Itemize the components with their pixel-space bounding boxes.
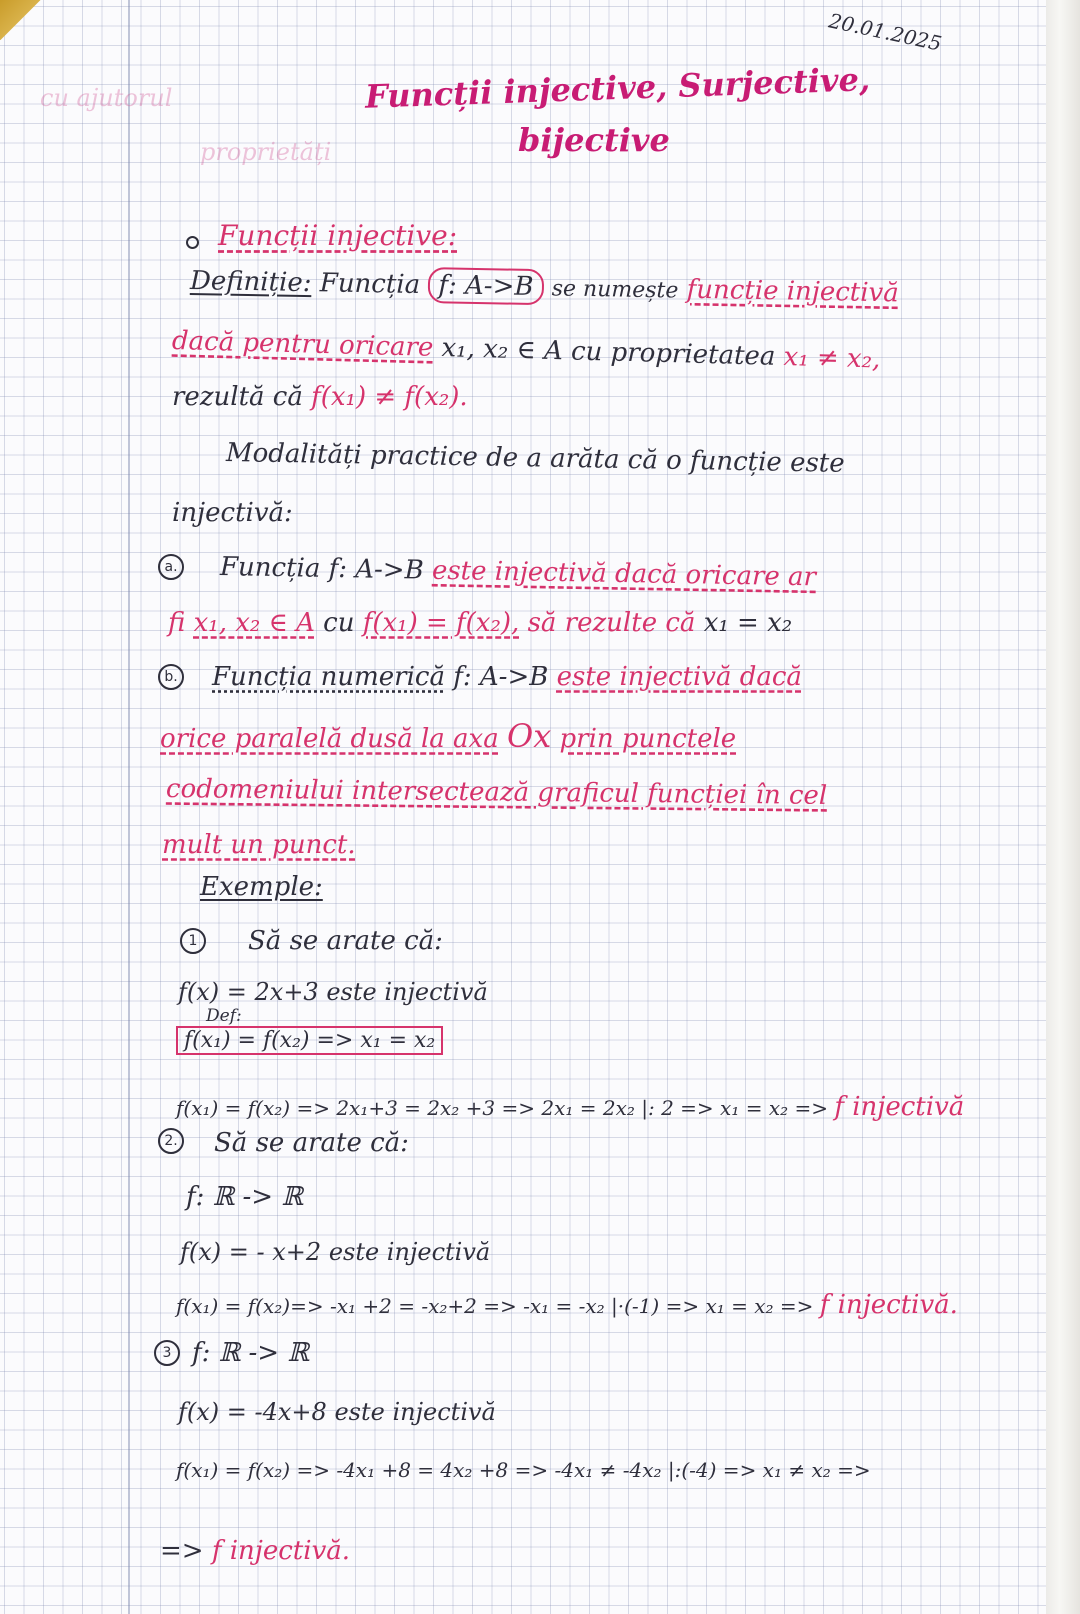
method-b-line-2: [160, 717, 737, 755]
definition-text: dacă pentru oricare: [171, 326, 434, 363]
page-corner: [0, 0, 60, 40]
method-math: f(x₁) = f(x₂),: [362, 608, 520, 638]
marker-b-icon: b.: [158, 664, 184, 690]
example-text: este injectivă: [334, 1398, 496, 1426]
example-text: este injectivă: [328, 1238, 491, 1266]
practical-line-2: injectivă:: [172, 498, 293, 528]
def-box: f(x₁) = f(x₂) => x₁ = x₂: [176, 1026, 443, 1055]
example-math: f(x₁) = f(x₂)=> -x₁ +2 = -x₂+2 => -x₁ = -x₂ |·(-1) => x₁ = x₂ =>: [176, 1294, 814, 1318]
method-text: fi: [168, 608, 186, 638]
method-math: x₁, x₂ ∈ A: [193, 608, 315, 638]
method-b-line-1: [212, 664, 802, 690]
method-math: f: A->B: [453, 662, 549, 692]
example-2-domain: f: ℝ -> ℝ: [186, 1182, 303, 1212]
example-text: este injectivă: [326, 978, 488, 1006]
example-conclusion: f injectivă: [834, 1092, 965, 1122]
def-note: Def:: [206, 1006, 242, 1026]
margin-line: [128, 0, 130, 1614]
method-text: orice paralelă dusă la axa: [160, 724, 499, 754]
page-title: Funcții injective, Surjective,: [364, 60, 871, 116]
method-text: Funcția: [219, 552, 321, 584]
method-text: este injectivă dacă oricare ar: [431, 555, 817, 593]
example-3-function: [178, 1400, 496, 1424]
method-math: x₁ = x₂: [703, 608, 793, 638]
method-text: cu: [323, 608, 355, 638]
axis-name: Ox: [506, 717, 552, 755]
marker-a-icon: a.: [158, 554, 184, 580]
faded-text-2: proprietăți: [200, 138, 332, 166]
definition-line-3: [172, 384, 468, 410]
definition-term: funcție injectivă: [686, 274, 900, 309]
page-title-line2: bijective: [518, 121, 670, 159]
example-3-marker-icon: 3: [154, 1340, 180, 1366]
definition-label: Definiție:: [189, 266, 312, 299]
definition-text: se numește: [551, 276, 679, 304]
example-math: f(x₁) = f(x₂) => 2x₁+3 = 2x₂ +3 => 2x₁ = 2x₂ |: 2 => x₁ = x₂ =>: [176, 1096, 828, 1120]
faded-text-1: cu ajutorul: [40, 84, 173, 112]
bullet-icon: [186, 236, 199, 249]
example-conclusion: f injectivă.: [211, 1536, 351, 1566]
example-3-conclusion-line: [160, 1538, 350, 1564]
method-text: este injectivă dacă: [556, 662, 802, 692]
practical-line-1: Modalități practice de a arăta că o funcție este: [225, 438, 845, 479]
section-heading: Funcții injective:: [218, 219, 458, 252]
example-math: f(x) = 2x+3: [178, 978, 319, 1006]
definition-math: x₁ ≠ x₂,: [783, 342, 881, 375]
function-notation-box: f: A->B: [428, 267, 544, 305]
example-1-prompt: Să se arate că:: [248, 926, 443, 956]
example-2-marker-icon: 2.: [158, 1128, 184, 1154]
examples-label: Exemple:: [200, 872, 323, 902]
example-conclusion: f injectivă.: [819, 1290, 958, 1320]
method-a-line-1: [219, 552, 817, 593]
example-math: f(x) = - x+2: [180, 1238, 322, 1266]
example-2-calculation: [176, 1292, 958, 1318]
method-text: Funcția numerică: [212, 662, 445, 692]
definition-line-2: [172, 328, 881, 373]
example-3-domain: f: ℝ -> ℝ: [192, 1338, 309, 1368]
example-math: f(x) = -4x+8: [178, 1398, 327, 1426]
example-1-marker-icon: 1: [180, 928, 206, 954]
example-3-calculation: f(x₁) = f(x₂) => -4x₁ +8 = 4x₂ +8 => -4x₁ ≠ -4x₂ |:(-4) => x₁ ≠ x₂ =>: [176, 1458, 871, 1482]
example-1-function: [178, 980, 488, 1004]
method-text: să rezulte că: [527, 608, 696, 638]
example-1-calculation: [176, 1094, 964, 1120]
example-2-function: [180, 1240, 490, 1264]
definition-text: rezultă că: [172, 382, 303, 412]
definition-line-1: [189, 266, 900, 309]
definition-text: cu proprietatea: [570, 336, 776, 372]
definition-math: f(x₁) ≠ f(x₂).: [311, 382, 468, 412]
method-text: prin punctele: [559, 724, 737, 754]
definition-math: x₁, x₂ ∈ A: [441, 333, 564, 367]
method-b-line-4: mult un punct.: [162, 830, 356, 860]
def-box-wrapper: [176, 1030, 443, 1052]
implies-arrow: =>: [160, 1536, 204, 1566]
method-math: f: A->B: [328, 553, 424, 586]
definition-text: Funcția: [319, 268, 421, 301]
method-b-line-3: codomeniului intersectează graficul funcției în cel: [165, 774, 828, 811]
example-2-prompt: Să se arate că:: [214, 1128, 409, 1158]
method-a-line-2: [168, 610, 792, 636]
page-stack-edge: [1046, 0, 1080, 1614]
date: 20.01.2025: [826, 8, 944, 56]
